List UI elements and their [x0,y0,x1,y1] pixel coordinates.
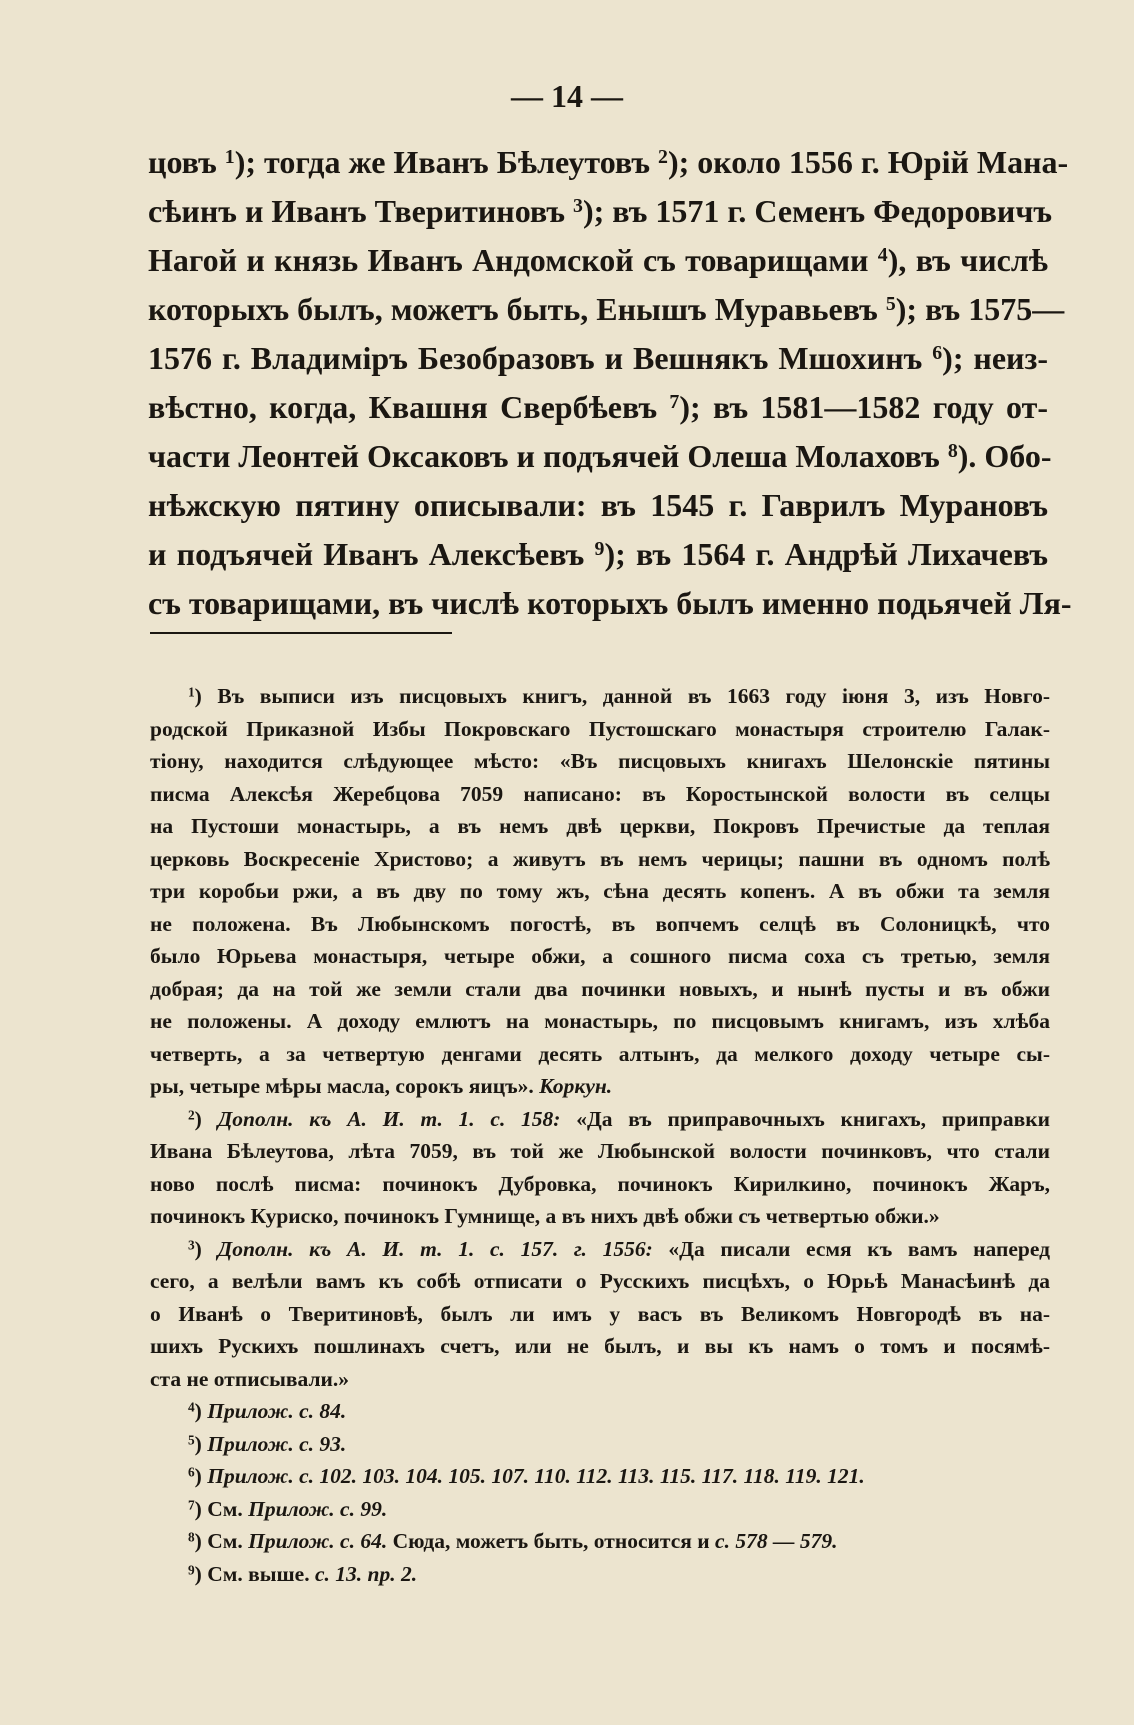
citation: Прилож. с. 84. [207,1399,347,1423]
text-line: ново послѣ писма: починокъ Дубровка, починокъ Кирилкино, починокъ Жаръ, [150,1171,1050,1196]
citation: с. 13. пр. 2. [314,1561,418,1586]
text-line: Ивана Бѣлеутова, лѣта 7059, въ той же Любынской волости починковъ, что стали [150,1139,1050,1163]
text-line: на Пустоши монастырь, а въ немъ двѣ церкви, Покровъ Пречистые да теплая [150,814,1050,838]
text-line: родской Приказной Избы Покровскаго Пустошскаго монастыря строителю Галак- [150,716,1050,741]
footnote-marker: 9 [594,538,605,561]
footnote-marker: 7 [669,391,680,414]
footnote [150,1233,1050,1396]
text-line: $^4$) Прилож. с. 84. [188,1399,347,1423]
footnote-marker: 8 [947,440,958,463]
text-line: съ товарищами, въ числѣ которыхъ былъ именно подьячей Ля- [148,585,1072,621]
footnote-marker: 5 [188,1431,195,1447]
citation: Прилож. с. 102. 103. 104. 105. 107. 110. 112. 113. 115. 117. 118. 119. 121. [207,1464,865,1488]
text-line: и подъячей Иванъ Алексѣевъ $^9$); въ 1564 г. Андрѣй Лихачевъ [148,536,1049,572]
footnote-marker: 9 [188,1561,195,1577]
text-line: $^1$) Въ выписи изъ писцовыхъ книгъ, данной въ 1663 году іюня 3, изъ Новго- [188,684,1050,708]
text-line: $^5$) Прилож. с. 93. [188,1431,347,1456]
text-line: $^8$) См. Прилож. с. 64. Сюда, можетъ быть, относится и с. 578 — 579. [188,1529,838,1553]
footnote-marker: 1 [188,684,195,700]
footnote-marker: 6 [932,342,943,365]
text-line: нѣжскую пятину описывали: въ 1545 г. Гаврилъ Мурановъ [148,487,1048,523]
citation: Коркун. [539,1074,613,1098]
footnote [150,1460,1050,1493]
text-line: ры, четыре мѣры масла, сорокъ яицъ». Коркун. [150,1074,613,1098]
footnote-marker: 4 [188,1399,195,1415]
footnote-marker: 1 [224,146,235,169]
page-number: — 14 — [511,78,623,114]
text-line: которыхъ былъ, можетъ быть, Енышъ Муравьевъ $^5$); въ 1575— [148,291,1065,327]
text-line: о Иванѣ о Тверитиновѣ, былъ ли имъ у васъ въ Великомъ Новгородѣ въ на- [150,1301,1050,1326]
text-line: Нагой и князь Иванъ Андомской съ товарищами $^4$), въ числѣ [148,242,1049,278]
text-line: $^9$) См. выше. с. 13. пр. 2. [188,1561,418,1586]
text-line: писма Алексѣя Жеребцова 7059 написано: въ Коростынской волости въ селцы [150,781,1050,806]
text-line: добрая; да на той же земли стали два починки новыхъ, и нынѣ пусты и въ обжи [150,976,1050,1001]
footnote-marker: 2 [188,1106,195,1122]
footnote-marker: 8 [188,1529,195,1545]
text-line: не положены. А доходу емлютъ на монастырь, по писцовымъ книгамъ, изъ хлѣба [150,1009,1050,1033]
text-line: цовъ $^1$); тогда же Иванъ Бѣлеутовъ $^2$); около 1556 г. Юрій Мана- [148,144,1069,180]
citation: Прилож. с. 99. [248,1496,388,1521]
text-line: тіону, находится слѣдующее мѣсто: «Въ писцовыхъ книгахъ Шелонскіе пятины [150,749,1050,773]
footnote-marker: 4 [877,244,888,267]
text-line: части Леонтей Оксаковъ и подъячей Олеша Молаховъ $^8$). Обо- [148,438,1052,474]
text-line: церковь Воскресеніе Христово; а живутъ въ немъ черицы; пашни въ одномъ полѣ [150,846,1050,871]
citation: Прилож. с. 93. [207,1431,347,1456]
footnote [150,1395,1050,1428]
footnote [150,1428,1050,1461]
footnote-marker: 5 [885,293,896,316]
footnote [150,1525,1050,1558]
footnote [150,1558,1050,1591]
text-line: вѣстно, когда, Квашня Свербѣевъ $^7$); въ 1581—1582 году от- [148,389,1048,425]
footnote-marker: 3 [573,195,583,218]
citation: Прилож. с. 64. [248,1529,388,1553]
footnote [150,680,1050,1103]
footnote-marker: 7 [188,1496,195,1512]
footnote-separator [150,632,452,634]
text-line: 1576 г. Владиміръ Безобразовъ и Вешнякъ Мшохинъ $^6$); неиз- [148,340,1049,376]
main-text [148,138,1072,628]
text-line: $^3$) Дополн. къ А. И. т. 1. с. 157. г. 1556: «Да писали есмя къ вамъ наперед [188,1236,1050,1261]
text-line: шихъ Рускихъ пошлинахъ счетъ, или не былъ, и вы къ намъ о томъ и посямѣ- [150,1334,1050,1358]
citation: Дополн. къ А. И. т. 1. с. 158: [217,1106,561,1131]
text-line: было Юрьева монастыря, четыре обжи, а сошного писма соха съ третью, земля [150,944,1050,968]
text-line: $^7$) См. Прилож. с. 99. [188,1496,388,1521]
text-line: сѣинъ и Иванъ Тверитиновъ $^3$); въ 1571 г. Семенъ Федоровичъ [148,193,1053,229]
text-line: ста не отписывали.» [150,1366,350,1391]
text-line: $^6$) Прилож. с. 102. 103. 104. 105. 107. 110. 112. 113. 115. 117. 118. 119. 121. [188,1464,865,1488]
footnotes [150,680,1050,1590]
footnote-marker: 6 [188,1464,195,1480]
text-line: не положена. Въ Любынскомъ погостѣ, въ вопчемъ селцѣ въ Солоницкѣ, что [150,911,1050,936]
citation: с. 578 — 579. [715,1529,838,1553]
text-line: $^2$) Дополн. къ А. И. т. 1. с. 158: «Да въ приправочныхъ книгахъ, приправки [188,1106,1050,1131]
text-line: четверть, а за четвертую денгами десять алтынъ, да мелкого доходу четыре сы- [150,1041,1050,1066]
text-line: починокъ Куриско, починокъ Гумнище, а въ нихъ двѣ обжи съ четвертью обжи.» [150,1204,940,1228]
citation: Дополн. къ А. И. т. 1. с. 157. г. 1556: [217,1236,653,1261]
footnote-marker: 3 [188,1236,195,1252]
text-line: сего, а велѣли вамъ къ собѣ отписати о Русскихъ писцѣхъ, о Юрьѣ Манасѣинѣ да [150,1269,1050,1293]
text-line: три коробьи ржи, а въ дву по тому жъ, сѣна десять копенъ. А въ обжи та земля [150,879,1050,903]
footnote [150,1493,1050,1526]
footnote-marker: 2 [658,146,668,169]
footnote [150,1103,1050,1233]
